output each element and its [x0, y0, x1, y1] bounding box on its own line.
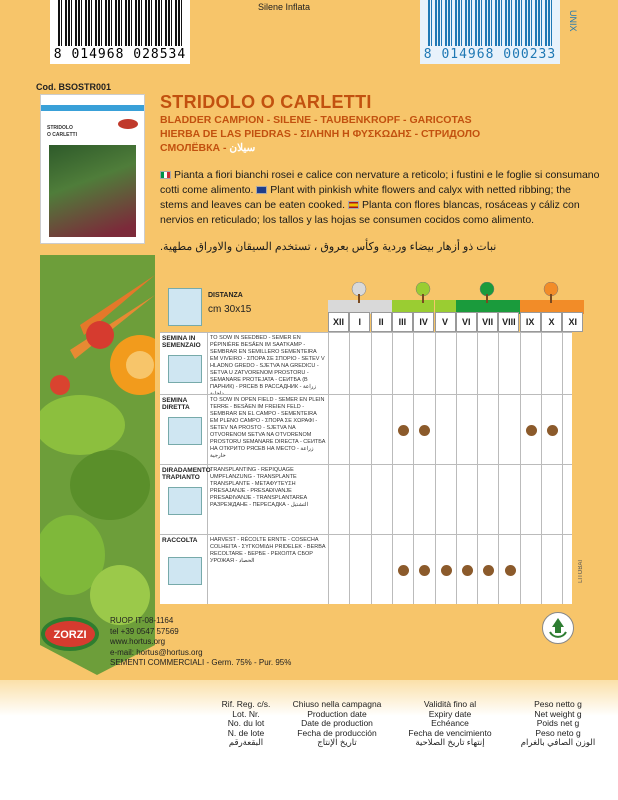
month-cell	[328, 535, 349, 604]
month-cell	[498, 535, 519, 604]
footer-line: Fecha de producción	[297, 727, 377, 738]
month-cell	[477, 333, 498, 394]
month-cell	[371, 465, 392, 534]
barcode-number: 8 014968 000233	[423, 47, 557, 62]
activity-icon	[168, 487, 202, 515]
uk-flag-icon	[256, 186, 267, 194]
product-names	[160, 113, 600, 155]
footer-line: Validità fino al	[423, 699, 477, 709]
footer-col-expiry	[395, 700, 505, 748]
description	[160, 168, 600, 228]
activity-translations: TO SOW IN SEEDBED - SEMER EN PÉPINIÈRE BESÄEN IM SAATKAMP - SEMBRAR EN SEMILLERO SEMENTEIRA EM VIVEIRO - ΣΠΟΡΑ ΣΕ ΣΠΟΡΙΟ - SETEV V HLADNO GREDO - SJETVA NA GREDICU - SETVA U ZATVORENOM PROSTORU - SEMANARE PROTEJATA - СЕИТБА (В ПАРНИК) - РЯСЕВ В РАССАДНИК - زراعة	[210, 335, 325, 390]
calendar-row	[160, 394, 572, 464]
footer-line: Echéance	[431, 718, 469, 728]
footer-line: تاريخ الإنتاج	[317, 737, 357, 747]
footer-line: Expiry date	[428, 708, 472, 719]
month-cell	[456, 395, 477, 464]
month-cell	[392, 535, 413, 604]
email: e-mail: hortus@hortus.org	[110, 647, 203, 657]
month-cell	[435, 333, 456, 394]
month-header: XI	[562, 312, 583, 332]
packet-thumbnail	[40, 94, 145, 244]
month-cell	[498, 465, 519, 534]
recycle-icon	[542, 612, 574, 644]
footer-line: Chiuso nella campagna	[292, 699, 382, 709]
telephone: tel +39 0547 57569	[110, 626, 179, 636]
month-header: IX	[520, 312, 541, 332]
footer-line: Rif. Reg. c/s.	[221, 699, 271, 709]
distance-label: DISTANZA	[208, 292, 243, 299]
month-header: IV	[413, 312, 434, 332]
season-tree-icon	[415, 282, 431, 304]
thumb-band	[41, 105, 144, 111]
activity-dot	[419, 425, 430, 436]
footer-line: No. du lot	[227, 718, 265, 728]
month-cell	[541, 395, 562, 464]
activity-label: RACCOLTA	[162, 537, 198, 544]
month-cell	[562, 333, 583, 394]
italy-flag-icon	[160, 171, 171, 179]
website: www.hortus.org	[110, 637, 166, 646]
barcode-left	[50, 0, 190, 64]
season-tree-icon	[479, 282, 495, 304]
month-header: I	[349, 312, 370, 332]
activity-cell	[160, 535, 208, 604]
description-en: Plant with pinkish white flowers and calyx with netted ribbing; the stems and leaves can be eaten cooked.	[160, 184, 571, 211]
product-code: Cod. BSOSTR001	[36, 82, 112, 92]
month-header: II	[371, 312, 392, 332]
month-cell	[435, 395, 456, 464]
names-arabic: سيلان	[229, 142, 256, 154]
footer-line: البقعةرقم	[228, 737, 264, 747]
activity-label: SEMINA IN SEMENZAIO	[162, 335, 201, 349]
distance-cell	[160, 282, 320, 332]
footer-line: الوزن الصافي بالغرام	[520, 737, 596, 747]
product-title: STRIDOLO O CARLETTI	[160, 92, 372, 112]
footer-col-weight	[506, 700, 610, 748]
month-cell	[562, 395, 583, 464]
activity-dot	[441, 565, 452, 576]
month-header: XII	[328, 312, 349, 332]
ruop: RUOP IT-08-1164	[110, 616, 174, 625]
activity-dot	[419, 565, 430, 576]
printer-mark: LITOBAI	[578, 560, 584, 583]
month-cell	[477, 395, 498, 464]
footer-line: Fecha de vencimiento	[408, 727, 492, 738]
description-es: Planta con flores blancas, rosáceas y cáliz con nervios en reticulado; los tallos y las hojas se consumen cocidos como alimento.	[160, 199, 580, 226]
zorzi-logo	[40, 615, 100, 653]
month-cell	[541, 465, 562, 534]
activity-icon	[168, 355, 202, 383]
activity-icon	[168, 557, 202, 585]
activity-cell	[160, 333, 208, 394]
barcode-bars	[58, 0, 182, 46]
month-cell	[413, 535, 434, 604]
month-cell	[435, 535, 456, 604]
month-header: V	[435, 312, 456, 332]
barcode-number: 8 014968 028534	[53, 47, 187, 62]
footer-line: Peso neto g	[535, 727, 581, 738]
season-tree-icon	[543, 282, 559, 304]
month-cell	[520, 535, 541, 604]
names-line-3	[160, 141, 600, 155]
month-header: III	[392, 312, 413, 332]
company-info	[110, 616, 291, 669]
unix-label: UNIX	[568, 10, 578, 32]
distance-value: cm 30x15	[208, 304, 252, 315]
seed-quality: SEMENTI COMMERCIALI - Germ. 75% - Pur. 95%	[110, 658, 292, 667]
month-header: VIII	[498, 312, 519, 332]
month-cell	[328, 333, 349, 394]
footer-line: Peso netto g	[534, 699, 582, 709]
activity-dot	[483, 565, 494, 576]
activity-dot	[398, 565, 409, 576]
activity-cell	[160, 395, 208, 464]
activity-translations: HARVEST - RÉCOLTE ERNTE - COSECHA COLHEITA - ΣΥΓΚΟΜΙΔΗ PRIDELEK - BERBA RECOLTARE - БЕРБЕ - РЕКОЛТА СБОР УРОЖАЯ - الحصاد	[210, 537, 326, 564]
month-cell	[520, 395, 541, 464]
thumb-photo	[49, 145, 136, 237]
month-cell	[392, 333, 413, 394]
vegetable-arrow-image	[40, 255, 155, 675]
month-cell	[371, 535, 392, 604]
calendar-row	[160, 464, 572, 534]
month-cell	[456, 333, 477, 394]
activity-dot	[462, 565, 473, 576]
activity-dot	[398, 425, 409, 436]
month-cell	[477, 535, 498, 604]
activity-dot	[547, 425, 558, 436]
month-cell	[413, 333, 434, 394]
month-cell	[520, 333, 541, 394]
logo-text: ZORZI	[53, 629, 87, 641]
month-cell	[520, 465, 541, 534]
description-it: Pianta a fiori bianchi rosei e calice con nervature a reticolo; i fustini e le foglie si consumano cotti come alimento.	[160, 169, 600, 196]
barcode-right	[420, 0, 560, 64]
footer-line: Date de production	[301, 718, 373, 728]
calendar-row	[160, 534, 572, 604]
footer-line: إنتهاء تاريخ الصلاحية	[415, 737, 485, 747]
month-header: VI	[456, 312, 477, 332]
month-cell	[435, 465, 456, 534]
month-cell	[328, 465, 349, 534]
month-header: VII	[477, 312, 498, 332]
activity-dot	[505, 565, 516, 576]
month-cell	[498, 333, 519, 394]
month-cell	[328, 395, 349, 464]
month-cell	[371, 395, 392, 464]
names-line-3-text: СМОЛЁВКА -	[160, 142, 227, 154]
footer-col-lot	[206, 700, 286, 748]
calendar-row	[160, 332, 572, 394]
activity-icon	[168, 417, 202, 445]
spacing-icon	[168, 288, 202, 326]
thumb-title-line-2: O CARLETTI	[47, 132, 77, 138]
description-ar	[160, 240, 580, 253]
species-name: Silene Inflata	[258, 2, 311, 12]
activity-translations: TRANSPLANTING - REPIQUAGE UMPFLANZUNG - TRANSPLANTE TRANSPLANTE - ΜΕΤΑΦΥΤΕΥΣΗ PRESAJANJE - PRESAĐIVANJE PRESAĐIVANJE - TRANSPLANTAREA РАЗРЕЖДАНЕ - ПЕРЕСАДКА - التشتيل	[210, 467, 308, 508]
month-cell	[371, 333, 392, 394]
thumb-title	[47, 125, 77, 139]
month-cell	[413, 395, 434, 464]
thumb-logo-icon	[118, 119, 138, 129]
activity-cell	[160, 465, 211, 534]
month-cell	[541, 535, 562, 604]
activity-label: SEMINA DIRETTA	[162, 397, 190, 411]
month-header: X	[541, 312, 562, 332]
month-cell	[349, 395, 370, 464]
month-cell	[541, 333, 562, 394]
month-cell	[498, 395, 519, 464]
month-cell	[562, 465, 583, 534]
thumb-title-line-1: STRIDOLO	[47, 125, 73, 131]
footer-line: Poids net g	[536, 718, 580, 728]
activity-translations: TO SOW IN OPEN FIELD - SEMER EN PLEIN TERRE - BESÄEN IM FREIEN FELD - SEMBRAR EN EL CAMPO - SEMENTEIRA EM PLENO CAMPO - ΣΠΟΡΑ ΣΕ ΧΩΡΑΦΙ - SETEV NA PROSTO - SJETVA NA OTVORENOM SETVA NA OTVORENOM PROSTORU SEMANARE DIRECTA - СЕИТБА НА ОТКРИТО РЯСЕВ НА МЕСТО - زراعة خارجية	[210, 397, 326, 459]
month-cell	[413, 465, 434, 534]
month-cell	[349, 333, 370, 394]
activity-dot	[526, 425, 537, 436]
month-cell	[349, 535, 370, 604]
month-cell	[392, 395, 413, 464]
month-cell	[477, 465, 498, 534]
names-line-2: HIERBA DE LAS PIEDRAS - ΣΙΛΗΝΗ Η ΦΥΣΚΩΔΗΣ - СТРИДОЛО	[160, 128, 481, 140]
season-tree-icon	[351, 282, 367, 304]
description-ar-text: نبات ذو أزهار بيضاء وردية وكأس بعروق ، تستخدم السيقان والاوراق مطهية.	[160, 241, 497, 253]
month-cell	[349, 465, 370, 534]
footer-line: N. de lote	[227, 727, 265, 738]
footer-line: Production date	[307, 708, 367, 719]
footer-line: Lot. Nr.	[232, 708, 260, 719]
names-line-1: BLADDER CAMPION - SILENE - TAUBENKROPF - GARICOTAS	[160, 114, 472, 126]
barcode-bars	[428, 0, 552, 46]
footer-line: Net weight g	[534, 708, 582, 719]
activity-label: DIRADAMENTO TRAPIANTO	[162, 467, 211, 481]
month-cell	[456, 465, 477, 534]
month-cell	[456, 535, 477, 604]
spain-flag-icon	[348, 201, 359, 209]
footer-col-production	[282, 700, 392, 748]
month-cell	[392, 465, 413, 534]
